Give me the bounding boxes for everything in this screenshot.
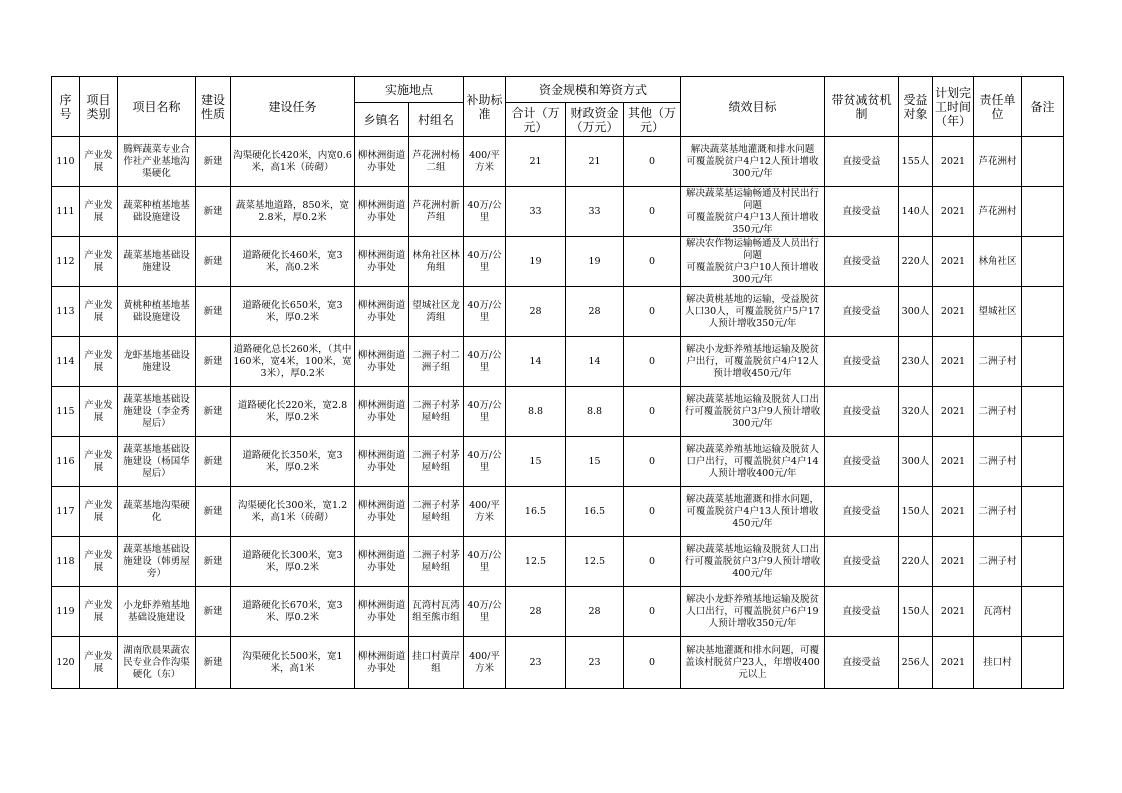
cell-goal: 解决基地灌溉和排水问题，可覆盖该村脱贫户23人，年增收400元以上 xyxy=(681,637,825,689)
cell-fiscal: 23 xyxy=(566,637,624,689)
cell-seq: 114 xyxy=(52,337,80,387)
table-row xyxy=(52,237,1064,287)
cell-town: 柳林洲街道办事处 xyxy=(355,537,409,587)
cell-year: 2021 xyxy=(933,187,974,237)
header-fiscal: 财政资金（万元） xyxy=(566,103,624,137)
cell-total: 19 xyxy=(506,237,566,287)
cell-name: 小龙虾养殖基地基础设施建设 xyxy=(118,587,196,637)
table-row xyxy=(52,387,1064,437)
cell-seq: 112 xyxy=(52,237,80,287)
cell-subsidy: 400/平方米 xyxy=(464,637,506,689)
cell-total: 8.8 xyxy=(506,387,566,437)
cell-subsidy: 40万/公里 xyxy=(464,587,506,637)
cell-year: 2021 xyxy=(933,387,974,437)
table-row xyxy=(52,587,1064,637)
header-remark: 备注 xyxy=(1022,77,1064,137)
cell-name: 蔬菜基地沟渠硬化 xyxy=(118,487,196,537)
cell-total: 12.5 xyxy=(506,537,566,587)
cell-subsidy: 40万/公里 xyxy=(464,337,506,387)
cell-town: 柳林洲街道办事处 xyxy=(355,237,409,287)
cell-year: 2021 xyxy=(933,587,974,637)
cell-year: 2021 xyxy=(933,237,974,287)
cell-nature: 新建 xyxy=(196,437,231,487)
cell-village: 芦花洲村新芦组 xyxy=(409,187,464,237)
cell-mechanism: 直接受益 xyxy=(825,437,899,487)
cell-seq: 117 xyxy=(52,487,80,537)
header-total: 合计（万元） xyxy=(506,103,566,137)
cell-mechanism: 直接受益 xyxy=(825,137,899,187)
cell-category: 产业发展 xyxy=(80,337,118,387)
table-row xyxy=(52,287,1064,337)
cell-unit: 二洲子村 xyxy=(974,437,1022,487)
cell-name: 蔬菜基地基础设施建设 xyxy=(118,237,196,287)
cell-total: 14 xyxy=(506,337,566,387)
cell-fiscal: 14 xyxy=(566,337,624,387)
cell-year: 2021 xyxy=(933,287,974,337)
cell-nature: 新建 xyxy=(196,637,231,689)
cell-remark xyxy=(1022,187,1064,237)
cell-seq: 110 xyxy=(52,137,80,187)
cell-village: 望城社区龙湾组 xyxy=(409,287,464,337)
cell-seq: 111 xyxy=(52,187,80,237)
cell-name: 湖南欣晨果蔬农民专业合作沟渠硬化（东） xyxy=(118,637,196,689)
header-subsidy: 补助标准 xyxy=(464,77,506,137)
cell-total: 28 xyxy=(506,287,566,337)
cell-remark xyxy=(1022,137,1064,187)
cell-mechanism: 直接受益 xyxy=(825,587,899,637)
cell-category: 产业发展 xyxy=(80,287,118,337)
cell-town: 柳林洲街道办事处 xyxy=(355,587,409,637)
header-nature: 建设性质 xyxy=(196,77,231,137)
cell-village: 二洲子村茅屋岭组 xyxy=(409,437,464,487)
cell-category: 产业发展 xyxy=(80,187,118,237)
cell-year: 2021 xyxy=(933,537,974,587)
cell-seq: 118 xyxy=(52,537,80,587)
cell-task: 道路硬化长650米，宽3米，厚0.2米 xyxy=(231,287,355,337)
cell-total: 21 xyxy=(506,137,566,187)
cell-name: 蔬菜基地基础设施建设（杨国华屋后） xyxy=(118,437,196,487)
cell-nature: 新建 xyxy=(196,137,231,187)
cell-beneficiary: 140人 xyxy=(899,187,933,237)
cell-remark xyxy=(1022,537,1064,587)
cell-remark xyxy=(1022,237,1064,287)
header-seq: 序号 xyxy=(52,77,80,137)
cell-category: 产业发展 xyxy=(80,437,118,487)
cell-category: 产业发展 xyxy=(80,487,118,537)
cell-goal: 解决农作物运输畅通及人员出行问题 可覆盖脱贫户3户10人预计增收300元/年 xyxy=(681,237,825,287)
cell-unit: 二洲子村 xyxy=(974,487,1022,537)
cell-total: 33 xyxy=(506,187,566,237)
cell-fiscal: 33 xyxy=(566,187,624,237)
cell-year: 2021 xyxy=(933,487,974,537)
table-row xyxy=(52,637,1064,689)
cell-unit: 芦花洲村 xyxy=(974,187,1022,237)
cell-year: 2021 xyxy=(933,337,974,387)
cell-category: 产业发展 xyxy=(80,537,118,587)
cell-mechanism: 直接受益 xyxy=(825,287,899,337)
cell-name: 龙虾基地基础设施建设 xyxy=(118,337,196,387)
cell-village: 林角社区林角组 xyxy=(409,237,464,287)
cell-other: 0 xyxy=(624,337,681,387)
header-town: 乡镇名 xyxy=(355,103,409,137)
cell-mechanism: 直接受益 xyxy=(825,487,899,537)
header-task: 建设任务 xyxy=(231,77,355,137)
cell-remark xyxy=(1022,637,1064,689)
cell-task: 道路硬化长350米，宽3米，厚0.2米 xyxy=(231,437,355,487)
cell-task: 蔬菜基地道路，850米，宽2.8米，厚0.2米 xyxy=(231,187,355,237)
cell-village: 二洲子村茅屋岭组 xyxy=(409,537,464,587)
cell-total: 15 xyxy=(506,437,566,487)
cell-mechanism: 直接受益 xyxy=(825,637,899,689)
cell-goal: 解决蔬菜养殖基地运输及脱贫人口户出行，可覆盖脱贫户4户14人预计增收400元/年 xyxy=(681,437,825,487)
cell-nature: 新建 xyxy=(196,387,231,437)
table-body xyxy=(52,137,1064,689)
cell-subsidy: 400/平方米 xyxy=(464,137,506,187)
cell-task: 沟渠硬化长300米，宽1.2米，高1米（砖砌） xyxy=(231,487,355,537)
header-mechanism: 带贫减贫机制 xyxy=(825,77,899,137)
cell-other: 0 xyxy=(624,437,681,487)
table-row xyxy=(52,437,1064,487)
cell-mechanism: 直接受益 xyxy=(825,237,899,287)
cell-nature: 新建 xyxy=(196,237,231,287)
cell-mechanism: 直接受益 xyxy=(825,387,899,437)
cell-goal: 解决蔬菜基运输畅通及村民出行问题 可覆盖脱贫户4户13人预计增收350元/年 xyxy=(681,187,825,237)
cell-remark xyxy=(1022,387,1064,437)
cell-subsidy: 40万/公里 xyxy=(464,437,506,487)
cell-subsidy: 40万/公里 xyxy=(464,287,506,337)
cell-name: 蔬菜种植基地基础设施建设 xyxy=(118,187,196,237)
cell-village: 二洲子村二洲子组 xyxy=(409,337,464,387)
cell-subsidy: 40万/公里 xyxy=(464,537,506,587)
table-row xyxy=(52,487,1064,537)
cell-unit: 瓦湾村 xyxy=(974,587,1022,637)
cell-beneficiary: 150人 xyxy=(899,587,933,637)
cell-other: 0 xyxy=(624,537,681,587)
cell-town: 柳林洲街道办事处 xyxy=(355,287,409,337)
cell-goal: 解决黄桃基地的运输，受益脱贫人口30人，可覆盖脱贫户5户17人预计增收350元/年 xyxy=(681,287,825,337)
cell-nature: 新建 xyxy=(196,187,231,237)
cell-subsidy: 40万/公里 xyxy=(464,187,506,237)
cell-fiscal: 12.5 xyxy=(566,537,624,587)
cell-beneficiary: 256人 xyxy=(899,637,933,689)
cell-task: 道路硬化长300米，宽3米，厚0.2米 xyxy=(231,537,355,587)
cell-goal: 解决蔬菜基地运输及脱贫人口出行可覆盖脱贫户3户9人预计增收400元/年 xyxy=(681,537,825,587)
cell-total: 16.5 xyxy=(506,487,566,537)
cell-village: 瓦湾村瓦湾组至熊市组 xyxy=(409,587,464,637)
cell-seq: 113 xyxy=(52,287,80,337)
cell-unit: 二洲子村 xyxy=(974,337,1022,387)
cell-category: 产业发展 xyxy=(80,387,118,437)
cell-category: 产业发展 xyxy=(80,637,118,689)
cell-fiscal: 19 xyxy=(566,237,624,287)
cell-other: 0 xyxy=(624,487,681,537)
cell-remark xyxy=(1022,587,1064,637)
cell-seq: 116 xyxy=(52,437,80,487)
cell-town: 柳林洲街道办事处 xyxy=(355,137,409,187)
cell-other: 0 xyxy=(624,287,681,337)
cell-goal: 解决蔬菜基地灌溉和排水问题 可覆盖脱贫户4户12人预计增收300元/年 xyxy=(681,137,825,187)
cell-seq: 120 xyxy=(52,637,80,689)
cell-name: 腾辉蔬菜专业合作社产业基地沟渠硬化 xyxy=(118,137,196,187)
cell-nature: 新建 xyxy=(196,537,231,587)
header-beneficiary: 受益对象 xyxy=(899,77,933,137)
cell-unit: 二洲子村 xyxy=(974,387,1022,437)
cell-task: 沟渠硬化长500米，宽1米，高1米 xyxy=(231,637,355,689)
cell-category: 产业发展 xyxy=(80,137,118,187)
cell-beneficiary: 220人 xyxy=(899,237,933,287)
header-funding: 资金规模和筹资方式 xyxy=(506,77,681,103)
table-row xyxy=(52,337,1064,387)
header-name: 项目名称 xyxy=(118,77,196,137)
cell-town: 柳林洲街道办事处 xyxy=(355,637,409,689)
header-other: 其他（万元） xyxy=(624,103,681,137)
cell-town: 柳林洲街道办事处 xyxy=(355,337,409,387)
cell-beneficiary: 155人 xyxy=(899,137,933,187)
cell-task: 道路硬化长670米，宽3米、厚0.2米 xyxy=(231,587,355,637)
cell-task: 道路硬化长460米，宽3米，高0.2米 xyxy=(231,237,355,287)
cell-total: 28 xyxy=(506,587,566,637)
cell-year: 2021 xyxy=(933,437,974,487)
cell-name: 黄桃种植基地基础设施建设 xyxy=(118,287,196,337)
cell-other: 0 xyxy=(624,237,681,287)
cell-task: 沟渠硬化长420米，内宽0.6米，高1米（砖砌） xyxy=(231,137,355,187)
header-goal: 绩效目标 xyxy=(681,77,825,137)
cell-fiscal: 28 xyxy=(566,587,624,637)
header-village: 村组名 xyxy=(409,103,464,137)
cell-fiscal: 15 xyxy=(566,437,624,487)
cell-nature: 新建 xyxy=(196,587,231,637)
cell-nature: 新建 xyxy=(196,337,231,387)
cell-village: 芦花洲村杨二组 xyxy=(409,137,464,187)
table-row xyxy=(52,537,1064,587)
cell-unit: 林角社区 xyxy=(974,237,1022,287)
cell-unit: 挂口村 xyxy=(974,637,1022,689)
cell-village: 二洲子村茅屋岭组 xyxy=(409,387,464,437)
cell-subsidy: 40万/公里 xyxy=(464,387,506,437)
cell-remark xyxy=(1022,437,1064,487)
cell-fiscal: 28 xyxy=(566,287,624,337)
cell-category: 产业发展 xyxy=(80,237,118,287)
table-row xyxy=(52,137,1064,187)
cell-unit: 芦花洲村 xyxy=(974,137,1022,187)
cell-beneficiary: 300人 xyxy=(899,437,933,487)
cell-nature: 新建 xyxy=(196,287,231,337)
cell-fiscal: 8.8 xyxy=(566,387,624,437)
cell-remark xyxy=(1022,287,1064,337)
cell-subsidy: 40万/公里 xyxy=(464,237,506,287)
cell-year: 2021 xyxy=(933,637,974,689)
cell-unit: 望城社区 xyxy=(974,287,1022,337)
header-category: 项目类别 xyxy=(80,77,118,137)
header-year: 计划完工时间（年） xyxy=(933,77,974,137)
table-row xyxy=(52,187,1064,237)
cell-fiscal: 16.5 xyxy=(566,487,624,537)
cell-other: 0 xyxy=(624,387,681,437)
cell-other: 0 xyxy=(624,187,681,237)
cell-remark xyxy=(1022,337,1064,387)
cell-beneficiary: 220人 xyxy=(899,537,933,587)
cell-total: 23 xyxy=(506,637,566,689)
cell-category: 产业发展 xyxy=(80,587,118,637)
cell-subsidy: 400/平方米 xyxy=(464,487,506,537)
cell-goal: 解决小龙虾养殖基地运输及脱贫户出行，可覆盖脱贫户4户12人预计增收450元/年 xyxy=(681,337,825,387)
cell-year: 2021 xyxy=(933,137,974,187)
cell-task: 道路硬化总长260米，（其中160米，宽4米，100米，宽3米），厚0.2米 xyxy=(231,337,355,387)
cell-mechanism: 直接受益 xyxy=(825,187,899,237)
cell-beneficiary: 230人 xyxy=(899,337,933,387)
cell-other: 0 xyxy=(624,137,681,187)
cell-unit: 二洲子村 xyxy=(974,537,1022,587)
cell-beneficiary: 300人 xyxy=(899,287,933,337)
cell-task: 道路硬化长220米，宽2.8米，厚0.2米 xyxy=(231,387,355,437)
cell-other: 0 xyxy=(624,637,681,689)
cell-goal: 解决小龙虾养殖基地运输及脱贫人口出行，可覆盖脱贫户6户19人预计增收350元/年 xyxy=(681,587,825,637)
cell-town: 柳林洲街道办事处 xyxy=(355,437,409,487)
cell-seq: 115 xyxy=(52,387,80,437)
header-unit: 责任单位 xyxy=(974,77,1022,137)
cell-name: 蔬菜基地基础设施建设（李金秀屋后） xyxy=(118,387,196,437)
cell-name: 蔬菜基地基础设施建设（韩勇屋旁） xyxy=(118,537,196,587)
cell-town: 柳林洲街道办事处 xyxy=(355,387,409,437)
cell-goal: 解决蔬菜基地灌溉和排水问题，可覆盖脱贫户4户13人预计增收450元/年 xyxy=(681,487,825,537)
cell-remark xyxy=(1022,487,1064,537)
cell-mechanism: 直接受益 xyxy=(825,337,899,387)
header-location: 实施地点 xyxy=(355,77,464,103)
cell-seq: 119 xyxy=(52,587,80,637)
cell-beneficiary: 320人 xyxy=(899,387,933,437)
cell-beneficiary: 150人 xyxy=(899,487,933,537)
cell-village: 挂口村黄岸组 xyxy=(409,637,464,689)
cell-nature: 新建 xyxy=(196,487,231,537)
cell-town: 柳林洲街道办事处 xyxy=(355,187,409,237)
cell-other: 0 xyxy=(624,587,681,637)
cell-fiscal: 21 xyxy=(566,137,624,187)
cell-mechanism: 直接受益 xyxy=(825,537,899,587)
cell-goal: 解决蔬菜基地运输及脱贫人口出行可覆盖脱贫户3户9人预计增收300元/年 xyxy=(681,387,825,437)
cell-village: 二洲子村茅屋岭组 xyxy=(409,487,464,537)
project-table xyxy=(51,76,1064,689)
cell-town: 柳林洲街道办事处 xyxy=(355,487,409,537)
